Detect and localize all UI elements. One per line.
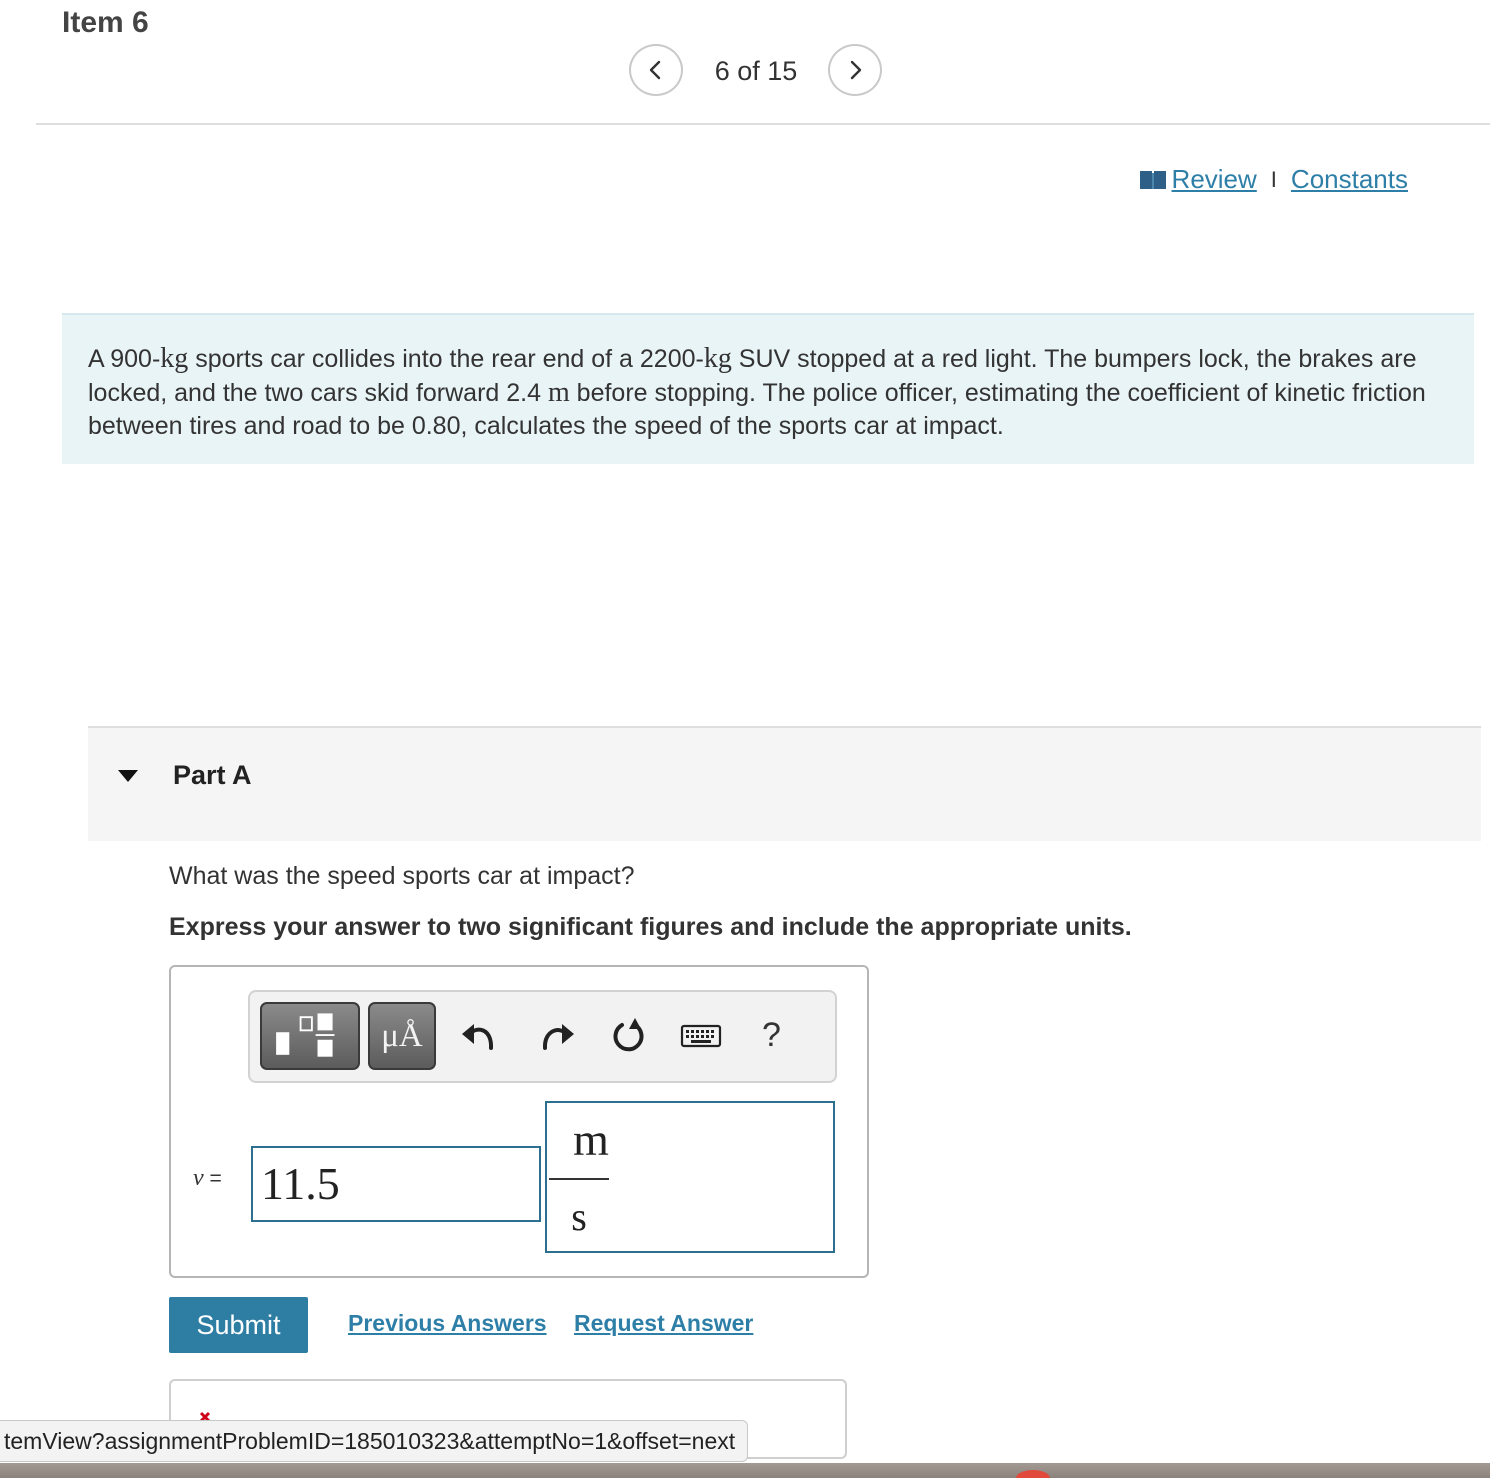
- item-counter: 6 of 15: [714, 56, 798, 86]
- unit-denominator: s: [571, 1194, 587, 1239]
- part-label: Part A: [173, 760, 252, 790]
- unit-kg: kg: [703, 343, 732, 374]
- chevron-left-icon: [645, 59, 667, 81]
- header-divider: [36, 123, 1490, 125]
- question-text: What was the speed sports car at impact?: [169, 862, 635, 890]
- value-input[interactable]: 11.5: [251, 1146, 541, 1222]
- book-icon: [1140, 170, 1166, 190]
- constants-link[interactable]: Constants: [1290, 164, 1408, 194]
- unit-numerator: m: [573, 1114, 609, 1165]
- math-toolbar: [248, 990, 837, 1083]
- request-answer-link[interactable]: Request Answer: [574, 1310, 754, 1336]
- fraction-template-icon: [262, 1004, 358, 1068]
- caret-down-icon[interactable]: [116, 768, 140, 784]
- units-button[interactable]: μÅ: [368, 1002, 436, 1070]
- link-separator: I: [1270, 166, 1277, 192]
- help-button[interactable]: ?: [762, 1016, 781, 1054]
- status-bar-url: temView?assignmentProblemID=185010323&attemptNo=1&offset=next: [0, 1420, 748, 1462]
- chevron-right-icon: [844, 59, 866, 81]
- instruction-text: Express your answer to two significant figures and include the appropriate units.: [169, 913, 1132, 941]
- dock-edge: [0, 1463, 1490, 1478]
- next-item-button[interactable]: [828, 44, 882, 96]
- keyboard-icon[interactable]: [680, 1016, 722, 1056]
- answer-panel: [169, 965, 869, 1278]
- undo-icon[interactable]: [460, 1016, 500, 1056]
- previous-item-button[interactable]: [629, 44, 683, 96]
- previous-answers-link[interactable]: Previous Answers: [348, 1310, 547, 1336]
- fraction-bar: [549, 1178, 609, 1180]
- redo-icon[interactable]: [536, 1016, 576, 1056]
- unit-kg: kg: [160, 343, 189, 374]
- item-title: Item 6: [62, 6, 149, 39]
- unit-m: m: [547, 377, 570, 408]
- units-input[interactable]: [545, 1101, 835, 1253]
- part-a-header[interactable]: [88, 726, 1481, 841]
- variable-label: v =: [193, 1165, 222, 1191]
- problem-statement: A 900-kg sports car collides into the rear end of a 2200-kg SUV stopped at a red light. The bumpers lock, the brakes are locked, and the two cars skid forward 2.4 m before stopping. The police officer, estimating the coefficient of kinetic friction between tires and road to be 0.80, calculates the speed of the sports car at impact.: [62, 313, 1474, 464]
- review-link[interactable]: Review: [1171, 164, 1257, 194]
- submit-button[interactable]: Submit: [169, 1297, 308, 1353]
- templates-button[interactable]: [260, 1002, 360, 1070]
- resource-links: [1140, 164, 1408, 195]
- reset-icon[interactable]: [608, 1016, 648, 1056]
